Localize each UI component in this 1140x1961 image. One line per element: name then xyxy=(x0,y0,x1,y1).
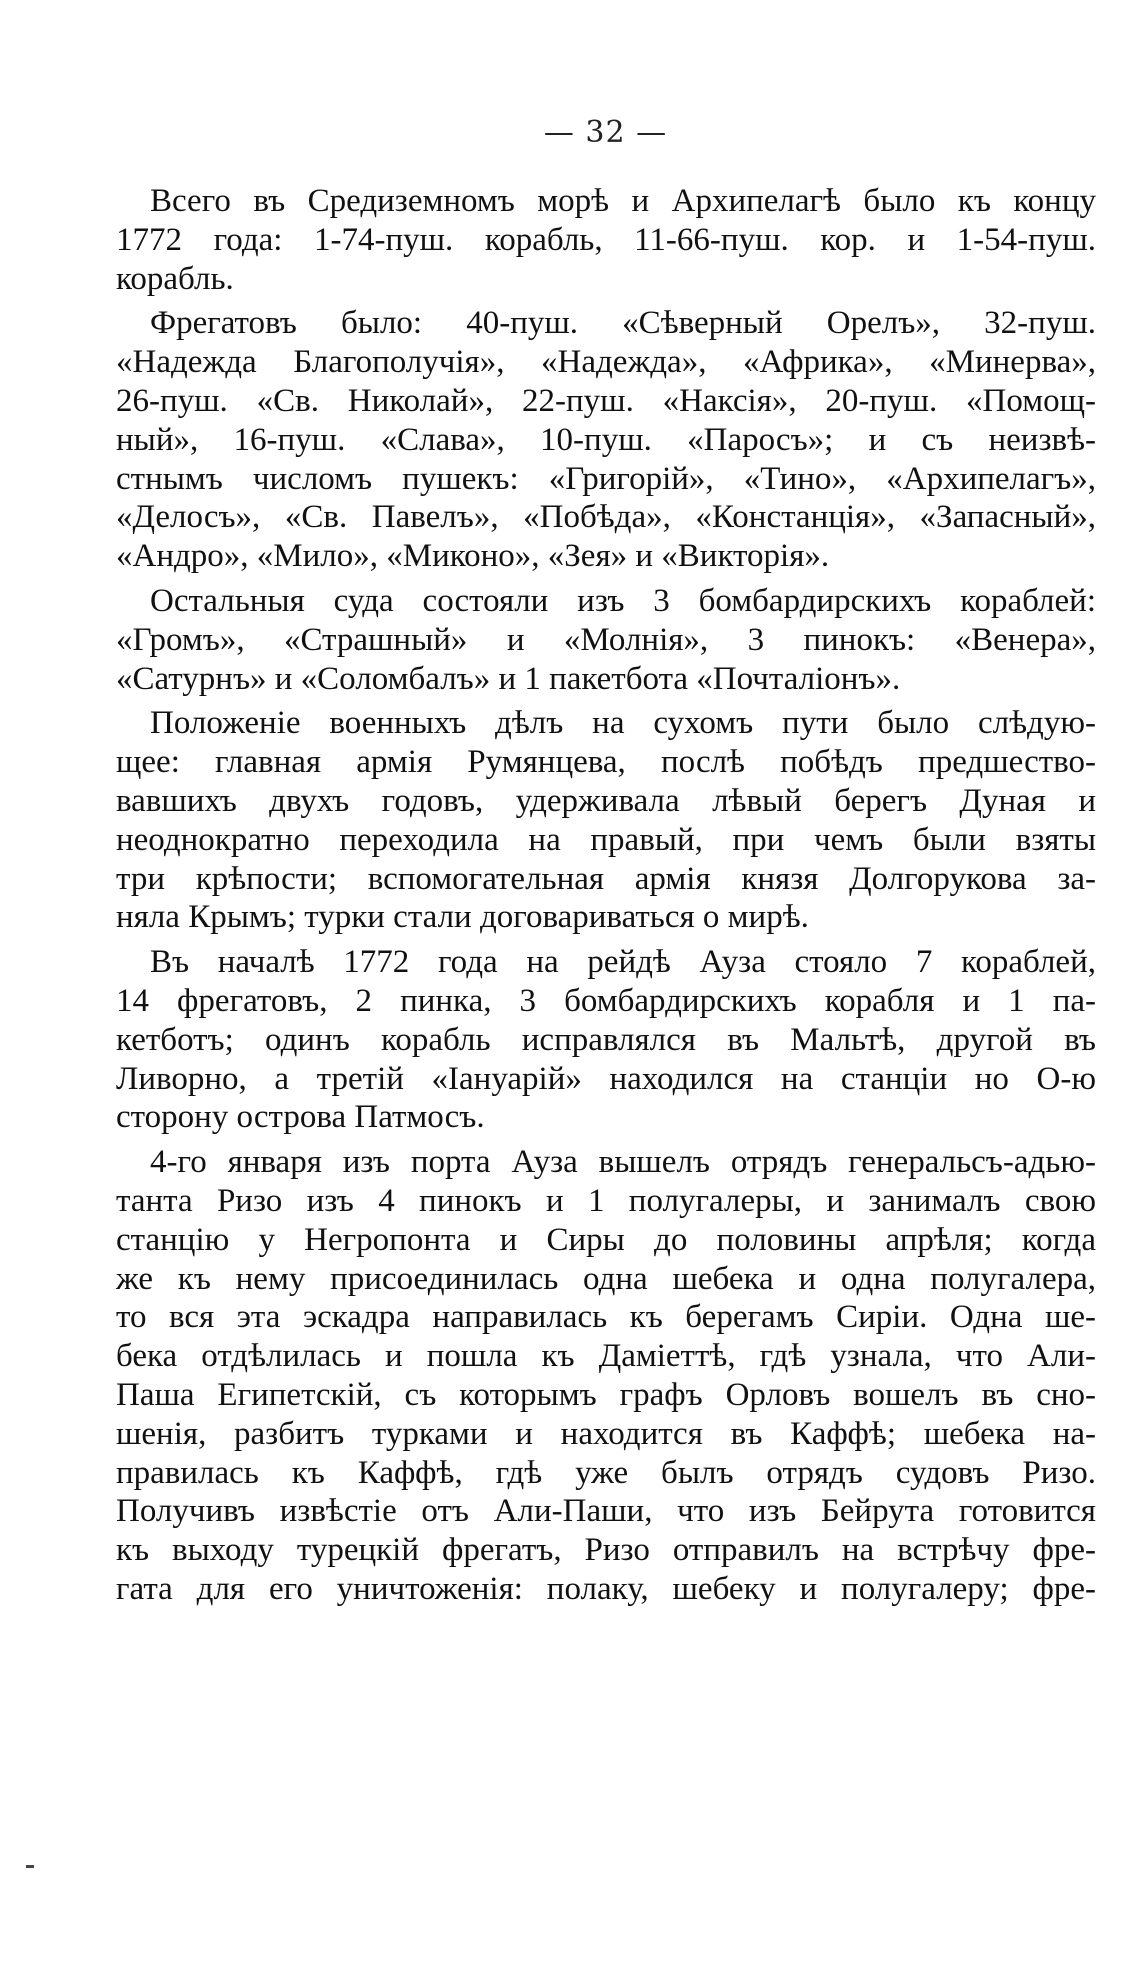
text-line: станцію у Негропонта и Сиры до половины апрѣля; когда xyxy=(116,1221,1096,1258)
text-line: 14 фрегатовъ, 2 пинка, 3 бомбардирскихъ корабля и 1 па- xyxy=(116,982,1096,1019)
text-line: Паша Египетскій, съ которымъ графъ Орловъ вошелъ въ сно- xyxy=(116,1376,1096,1413)
paragraph-1 xyxy=(116,182,1096,298)
paragraph-5 xyxy=(116,943,1096,1137)
text-line: Въ началѣ 1772 года на рейдѣ Ауза стояло 7 кораблей, xyxy=(150,944,1096,981)
paragraph-3 xyxy=(116,582,1096,698)
text-line: корабль. xyxy=(116,260,234,297)
text-line: то вся эта эскадра направилась къ берегамъ Сиріи. Одна ше- xyxy=(116,1299,1096,1336)
paragraph-6 xyxy=(116,1143,1096,1609)
text-line: ный», 16-пуш. «Слава», 10-пуш. «Паросъ»; и съ неизвѣ- xyxy=(116,421,1096,458)
text-line: 1772 года: 1-74-пуш. корабль, 11-66-пуш. кор. и 1-54-пуш. xyxy=(116,221,1096,258)
text-line: 4-го января изъ порта Ауза вышелъ отрядъ генеральсъ-адью- xyxy=(150,1144,1096,1181)
text-line: кетботъ; одинъ корабль исправлялся въ Мальтѣ, другой въ xyxy=(116,1021,1096,1058)
text-line: же къ нему присоединилась одна шебека и одна полугалера, xyxy=(116,1260,1096,1297)
text-line: неоднократно переходила на правый, при чемъ были взяты xyxy=(116,821,1096,858)
text-line: няла Крымъ; турки стали договариваться о мирѣ. xyxy=(116,899,809,936)
paragraph-4 xyxy=(116,704,1096,937)
text-line: Ливорно, а третій «Іануарій» находился на станціи но О-ю xyxy=(116,1060,1096,1097)
text-line: три крѣпости; вспомогательная армія князя Долгорукова за- xyxy=(116,860,1096,897)
text-line: 26-пуш. «Св. Николай», 22-пуш. «Наксія», 20-пуш. «Помощ- xyxy=(116,382,1096,419)
text-line: вавшихъ двухъ годовъ, удерживала лѣвый берегъ Дуная и xyxy=(116,782,1096,819)
text-line: къ выходу турецкій фрегатъ, Ризо отправилъ на встрѣчу фре- xyxy=(116,1532,1096,1569)
text-line: стнымъ числомъ пушекъ: «Григорій», «Тино», «Архипелагъ», xyxy=(116,460,1096,497)
text-line: сторону острова Патмосъ. xyxy=(116,1099,485,1136)
page-number: — 32 — xyxy=(543,115,668,150)
paragraph-2 xyxy=(116,304,1096,576)
text-line: «Надежда Благополучія», «Надежда», «Африка», «Минерва», xyxy=(116,344,1096,381)
text-line: бека отдѣлилась и пошла къ Даміеттѣ, гдѣ узнала, что Али- xyxy=(116,1338,1096,1375)
text-line: правилась къ Каффѣ, гдѣ уже былъ отрядъ судовъ Ризо. xyxy=(116,1454,1096,1491)
text-line: танта Ризо изъ 4 пинокъ и 1 полугалеры, и занималъ свою xyxy=(116,1182,1096,1219)
text-line: Всего въ Средиземномъ морѣ и Архипелагѣ было къ концу xyxy=(150,183,1096,219)
text-line: Фрегатовъ было: 40-пуш. «Сѣверный Орелъ», 32-пуш. xyxy=(150,305,1096,342)
text-line: Положеніе военныхъ дѣлъ на сухомъ пути было слѣдую- xyxy=(150,705,1096,742)
margin-mark xyxy=(26,1865,34,1868)
text-line: «Сатурнъ» и «Соломбалъ» и 1 пакетбота «Почталіонъ». xyxy=(116,660,901,697)
text-line: «Громъ», «Страшный» и «Молнія», 3 пинокъ: «Венера», xyxy=(116,621,1096,658)
body-text xyxy=(116,182,1096,1615)
text-line: «Андро», «Мило», «Миконо», «Зея» и «Викторія». xyxy=(116,538,830,575)
text-line: Получивъ извѣстіе отъ Али-Паши, что изъ Бейрута готовится xyxy=(116,1493,1096,1530)
text-line: щее: главная армія Румянцева, послѣ побѣдъ предшество- xyxy=(116,744,1096,781)
text-line: Остальныя суда состояли изъ 3 бомбардирскихъ кораблей: xyxy=(150,582,1096,619)
text-line: шенія, разбитъ турками и находится въ Каффѣ; шебека на- xyxy=(116,1415,1096,1452)
text-line: «Делосъ», «Св. Павелъ», «Побѣда», «Констанція», «Запасный», xyxy=(116,499,1096,536)
text-line: гата для его уничтоженія: полаку, шебеку и полугалеру; фре- xyxy=(116,1570,1096,1607)
